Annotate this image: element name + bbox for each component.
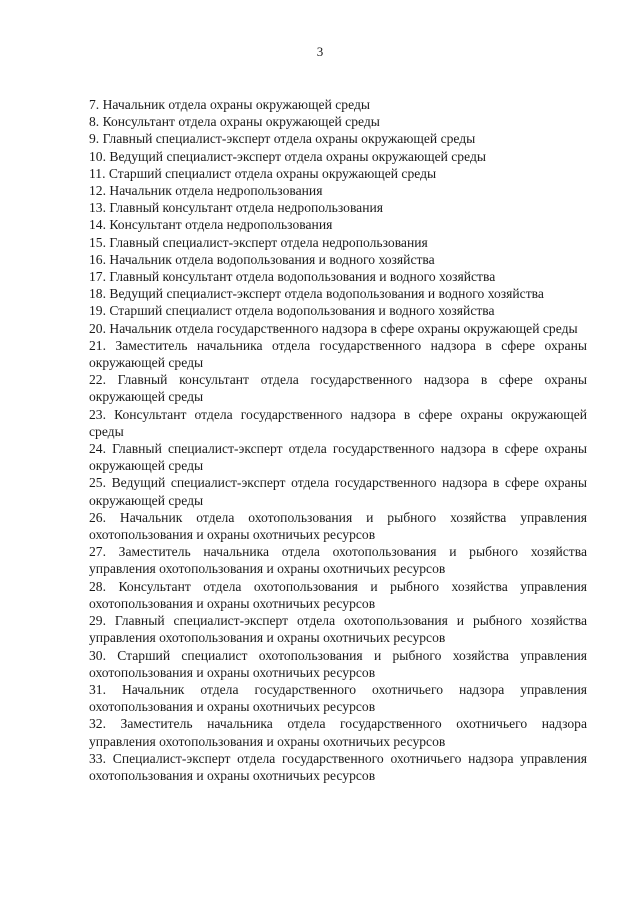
- list-item: 21. Заместитель начальника отдела государственного надзора в сфере охраны окружающей среды: [89, 337, 587, 371]
- list-item: 28. Консультант отдела охотопользования и рыбного хозяйства управления охотопользования и охраны охотничьих ресурсов: [89, 578, 587, 611]
- list-item: 26. Начальник отдела охотопользования и рыбного хозяйства управления охотопользования и охраны охотничьих ресурсов: [89, 509, 587, 543]
- list-item: 19. Старший специалист отдела водопользования и водного хозяйства: [89, 303, 495, 319]
- list-item: 13. Главный консультант отдела недропользования: [89, 200, 384, 216]
- list-item: 11. Старший специалист отдела охраны окружающей среды: [89, 165, 437, 181]
- list-item: 20. Начальник отдела государственного надзора в сфере охраны окружающей среды: [89, 320, 578, 336]
- list-item: 17. Главный консультант отдела водопользования и водного хозяйства: [89, 269, 496, 285]
- list-item: 8. Консультант отдела охраны окружающей среды: [89, 114, 380, 130]
- list-item: 27. Заместитель начальника отдела охотопользования и рыбного хозяйства управления охотопользования и охраны охотничьих ресурсов: [89, 544, 587, 577]
- list-item: 24. Главный специалист-эксперт отдела государственного надзора в сфере охраны окружающей среды: [89, 441, 587, 474]
- list-item: 15. Главный специалист-эксперт отдела недропользования: [89, 234, 428, 250]
- list-item: 7. Начальник отдела охраны окружающей среды: [89, 97, 370, 112]
- list-item: 12. Начальник отдела недропользования: [89, 183, 323, 199]
- list-item: 14. Консультант отдела недропользования: [89, 217, 333, 233]
- list-item: 9. Главный специалист-эксперт отдела охраны окружающей среды: [89, 131, 476, 147]
- page-number: 3: [316, 44, 324, 59]
- list-item: 32. Заместитель начальника отдела государственного охотничьего надзора управления охотопользования и охраны охотничьих ресурсов: [89, 716, 587, 749]
- list-item: 10. Ведущий специалист-эксперт отдела охраны окружающей среды: [89, 148, 487, 164]
- list-item: 18. Ведущий специалист-эксперт отдела водопользования и водного хозяйства: [89, 286, 544, 302]
- list-item: 30. Старший специалист охотопользования и рыбного хозяйства управления охотопользования и охраны охотничьих ресурсов: [89, 647, 587, 680]
- list-item: 25. Ведущий специалист-эксперт отдела государственного надзора в сфере охраны окружающей среды: [89, 475, 587, 508]
- list-item: 33. Специалист-эксперт отдела государственного охотничьего надзора управления охотопользования и охраны охотничьих ресурсов: [89, 750, 587, 783]
- list-item: 23. Консультант отдела государственного надзора в сфере охраны окружающей среды: [89, 406, 587, 439]
- list-item: 31. Начальник отдела государственного охотничьего надзора управления охотопользования и охраны охотничьих ресурсов: [89, 681, 587, 715]
- position-list: [89, 96, 587, 784]
- list-item: 22. Главный консультант отдела государственного надзора в сфере охраны окружающей среды: [89, 372, 587, 405]
- list-item: 16. Начальник отдела водопользования и водного хозяйства: [89, 251, 435, 267]
- list-item: 29. Главный специалист-эксперт отдела охотопользования и рыбного хозяйства управления охотопользования и охраны охотничьих ресурсов: [89, 613, 587, 646]
